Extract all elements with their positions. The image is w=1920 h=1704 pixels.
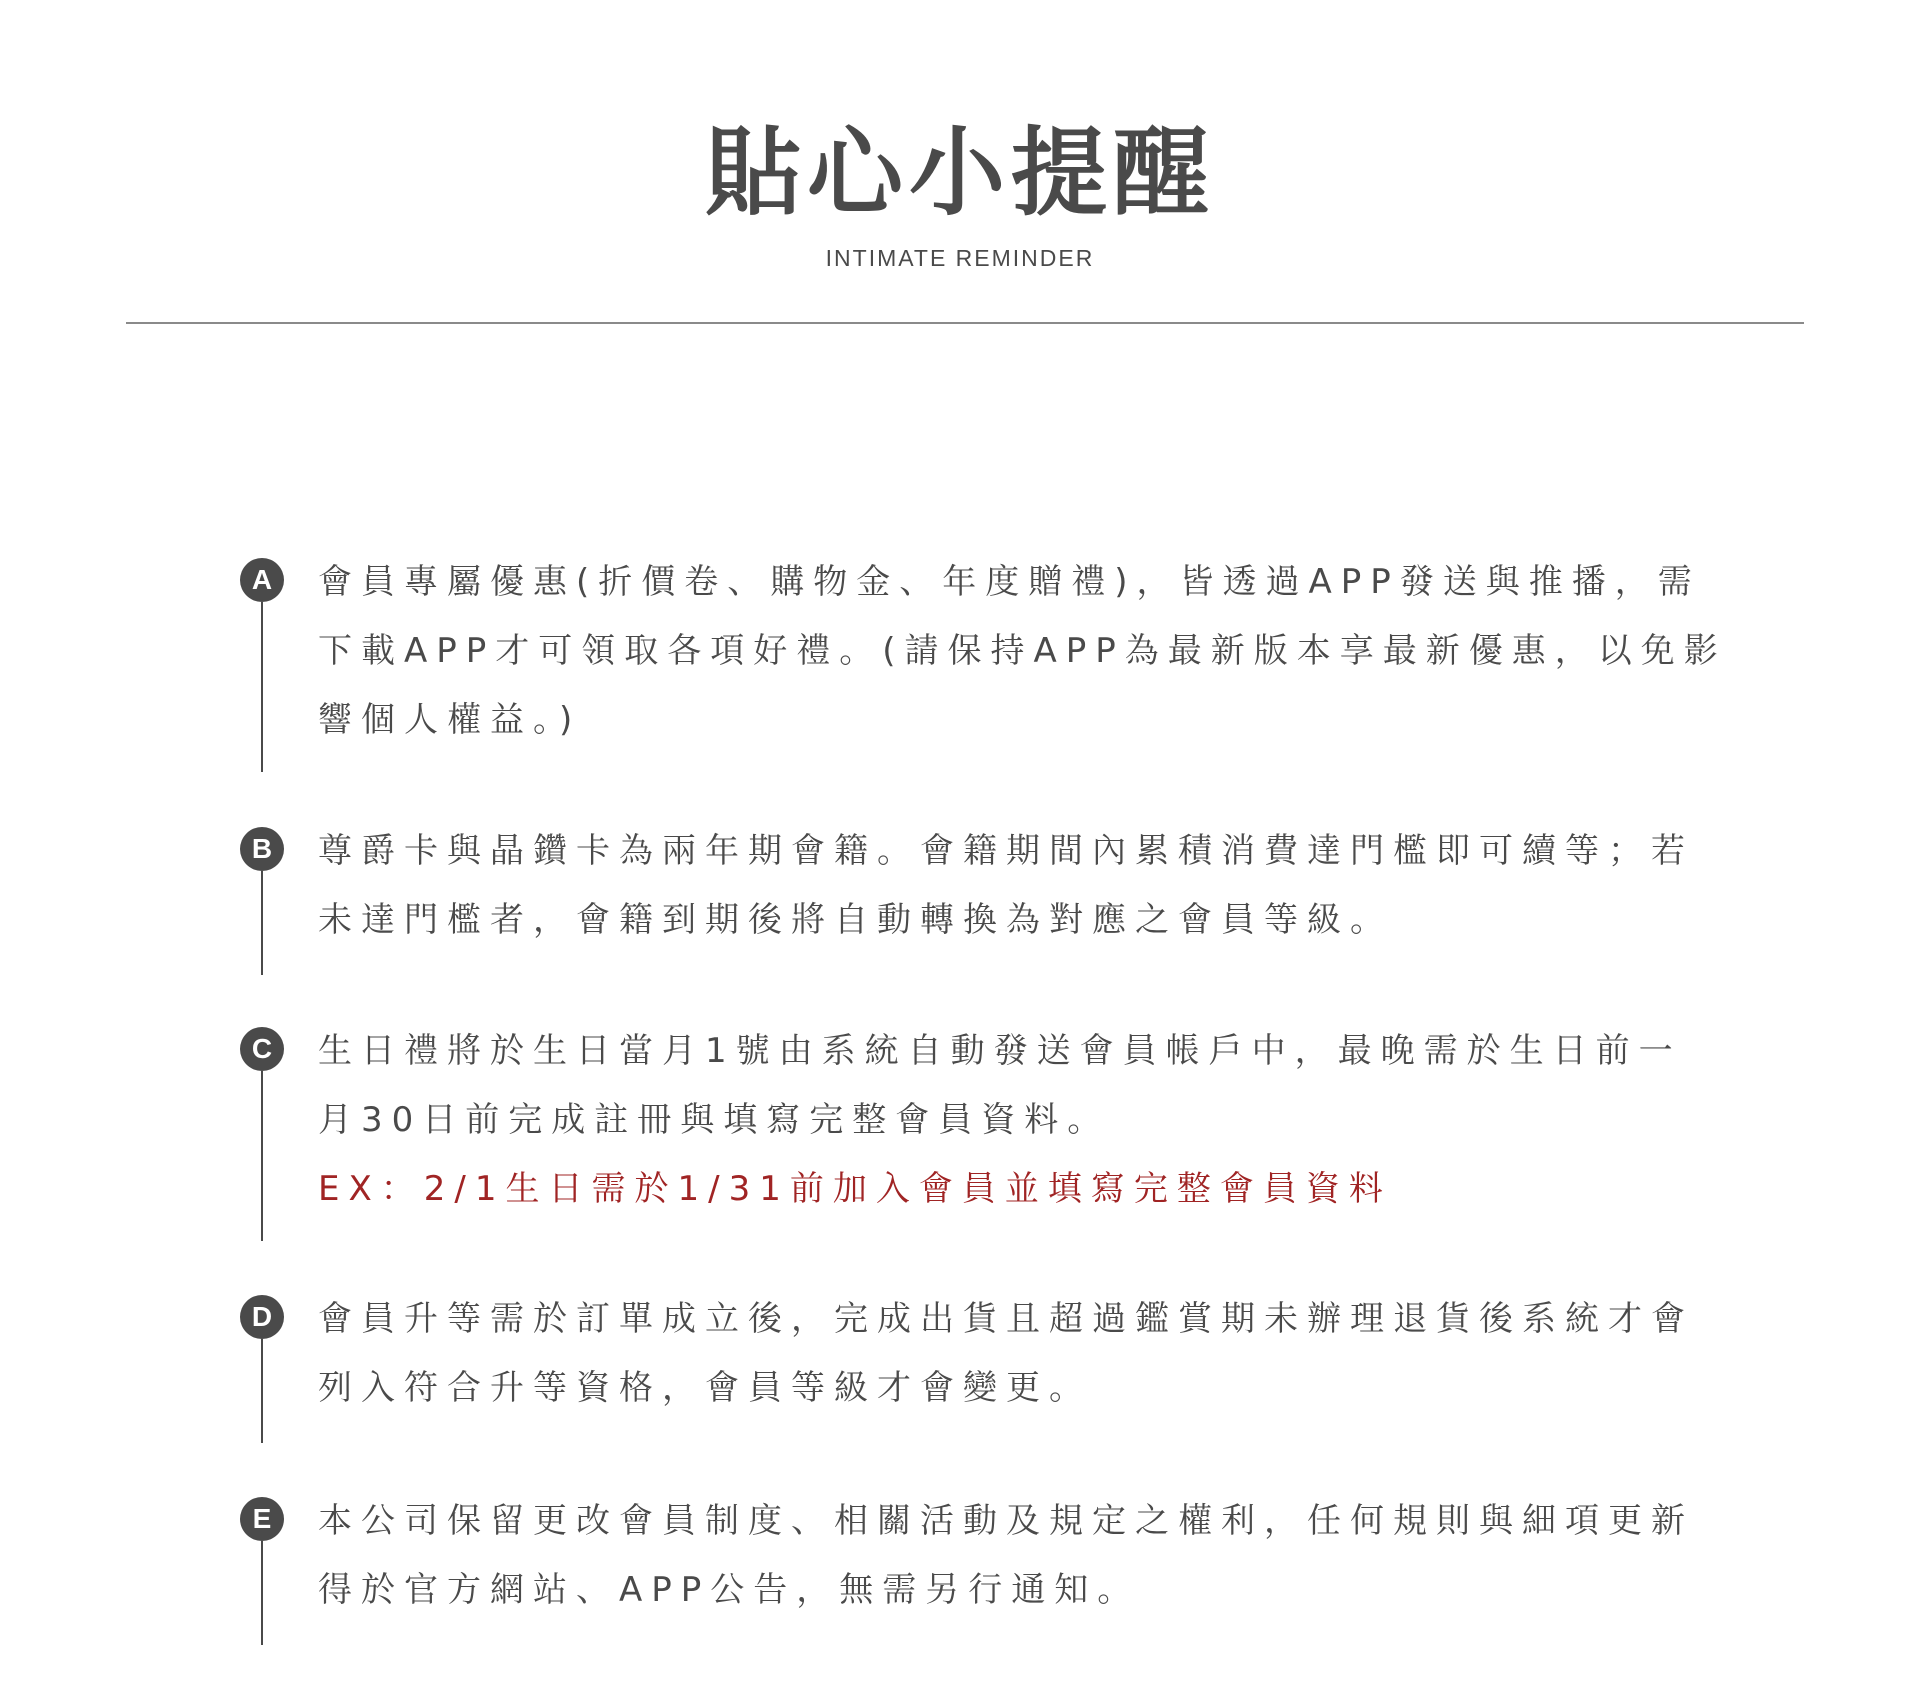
badge-a: A: [240, 558, 284, 602]
page-title: 貼心小提醒: [705, 117, 1215, 229]
badge-e: E: [240, 1497, 284, 1541]
page-subtitle: INTIMATE REMINDER: [825, 245, 1095, 271]
badge-stem: [261, 871, 263, 975]
reminder-line: 下載APP才可領取各項好禮。(請保持APP為最新版本享最新優惠，以免影: [318, 631, 1727, 671]
reminder-line: 未達門檻者，會籍到期後將自動轉換為對應之會員等級。: [318, 900, 1393, 940]
reminder-text: [318, 817, 1698, 955]
reminder-line: 尊爵卡與晶鑽卡為兩年期會籍。會籍期間內累積消費達門檻即可續等；若: [318, 831, 1694, 871]
reminder-line: 月30日前完成註冊與填寫完整會員資料。: [318, 1100, 1111, 1140]
reminder-line: 得於官方網站、APP公告，無需另行通知。: [318, 1570, 1141, 1610]
badge-stem: [261, 602, 263, 772]
reminder-text: [318, 1487, 1698, 1625]
reminder-line: 本公司保留更改會員制度、相關活動及規定之權利，任何規則與細項更新: [318, 1501, 1694, 1541]
badge-d: D: [240, 1295, 284, 1339]
reminder-line: 會員專屬優惠(折價卷、購物金、年度贈禮)，皆透過APP發送與推播，需: [318, 562, 1701, 602]
badge-c: C: [240, 1027, 284, 1071]
reminder-line: 會員升等需於訂單成立後，完成出貨且超過鑑賞期未辦理退貨後系統才會: [318, 1299, 1694, 1339]
reminder-text: [318, 548, 1727, 755]
reminder-line: 列入符合升等資格，會員等級才會變更。: [318, 1368, 1092, 1408]
badge-stem: [261, 1071, 263, 1241]
header-divider: [126, 322, 1804, 324]
reminder-line: 生日禮將於生日當月1號由系統自動發送會員帳戶中，最晚需於生日前一: [318, 1031, 1682, 1071]
badge-stem: [261, 1339, 263, 1443]
reminder-text: [318, 1017, 1698, 1224]
reminder-text: [318, 1285, 1698, 1423]
reminder-line: 響個人權益。): [318, 700, 582, 740]
badge-b: B: [240, 827, 284, 871]
badge-stem: [261, 1541, 263, 1645]
reminder-example: EX：2/1生日需於1/31前加入會員並填寫完整會員資料: [318, 1169, 1392, 1209]
